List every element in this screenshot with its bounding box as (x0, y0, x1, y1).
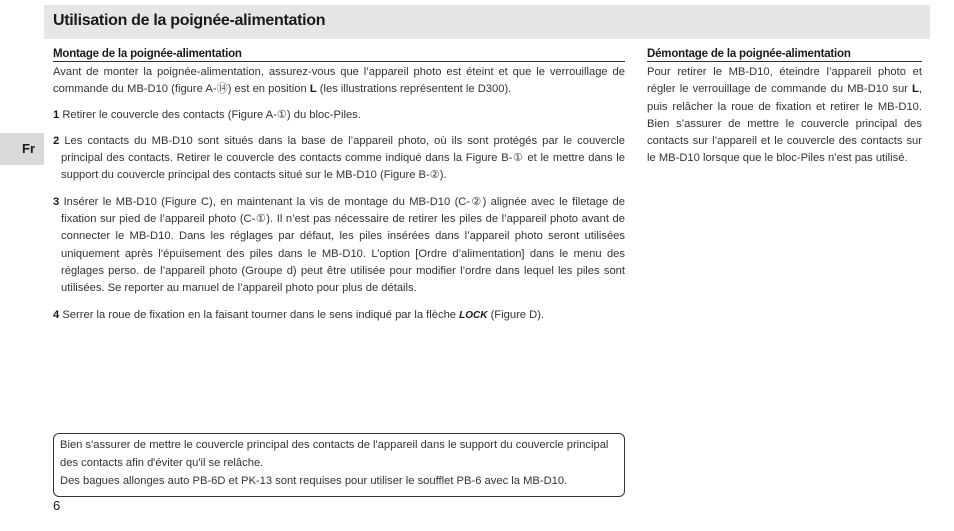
step-1 (53, 107, 625, 124)
page-title: Utilisation de la poignée-alimentation (53, 12, 326, 29)
montage-title: Montage de la poignée-alimentation (53, 48, 625, 62)
step-4 (53, 307, 625, 324)
language-tab (0, 133, 44, 165)
note-box (53, 433, 625, 497)
demontage-text-a: Pour retirer le MB-D10, éteindre l’appareil photo et régler le verrouillage de commande du MB-D10 sur (647, 66, 922, 96)
step-number: 3 (53, 195, 60, 208)
intro-text-a: Avant de monter la poignée-alimentation, assurez-vous que l’appareil photo est éteint et que le verrouillage de commande du MB-D10 (figure A-⑭) est en position (53, 66, 625, 96)
note-2: Des bagues allonges auto PB-6D et PK-13 sont requises pour utiliser le soufflet PB-6 avec la MB-D10. (60, 475, 568, 487)
page-number: 6 (53, 498, 61, 513)
header-bar (44, 5, 930, 39)
demontage-text (647, 64, 922, 168)
step-number: 2 (53, 134, 60, 147)
montage-section (53, 48, 625, 333)
step-text: Les contacts du MB-D10 sont situés dans la base de l’appareil photo, où ils sont protégés par le couvercle principal des contacts. Retirer le couvercle des contacts comme indiqué dans la Figure B-① et le mettre dans le support du couvercle principal des contacts situé sur le MB-D10 (Figure B-②). (61, 134, 626, 182)
step-text: Retirer le couvercle des contacts (Figure A-①) du bloc-Piles. (62, 108, 361, 121)
step-number: 1 (53, 108, 60, 121)
lock-label: LOCK (459, 309, 488, 321)
demontage-text-b: , puis relâcher la roue de fixation et retirer le MB-D10. Bien s’assurer de mettre le couvercle principal des contacts sur l’appareil et le couvercle des contacts sur le MB-D10 lorsque que le bloc-Piles n’est pas utilisé. (647, 83, 922, 165)
montage-intro (53, 64, 625, 99)
demontage-title: Démontage de la poignée-alimentation (647, 48, 922, 62)
intro-text-b: (les illustrations représentent le D300). (316, 83, 512, 96)
step-text-a: Serrer la roue de fixation en la faisant tourner dans le sens indiqué par la flèche (62, 308, 460, 321)
language-tab-label: Fr (22, 141, 35, 156)
demontage-lock-position: L (912, 83, 919, 96)
step-number: 4 (53, 308, 60, 321)
step-text: Insérer le MB-D10 (Figure C), en maintenant la vis de montage du MB-D10 (C-②) alignée avec le filetage de fixation sur pied de l’appareil photo (C-①). Il n’est pas nécessaire de retirer les piles de l’appareil photo avant de connecter le MB-D10. Dans les réglages par défaut, les piles insérées dans l’appareil photo seront utilisées uniquement après l’épuisement des piles dans le MB-D10. L’option [Ordre d’alimentation] dans le menu des réglages perso. de l’appareil photo (Groupe d) peut être utilisée pour modifier l’ordre dans lequel les piles sont utilisées. Se reporter au manuel de l’appareil photo pour plus de détails. (61, 195, 625, 295)
step-2 (53, 133, 625, 185)
intro-lock-position: L (309, 83, 317, 96)
demontage-section (647, 48, 922, 168)
note-1: Bien s'assurer de mettre le couvercle principal des contacts de l'appareil dans le support du couvercle principal des contacts afin d'éviter qu'il se relâche. (60, 439, 609, 469)
step-3 (53, 194, 625, 298)
step-text-b: (Figure D). (487, 308, 545, 321)
